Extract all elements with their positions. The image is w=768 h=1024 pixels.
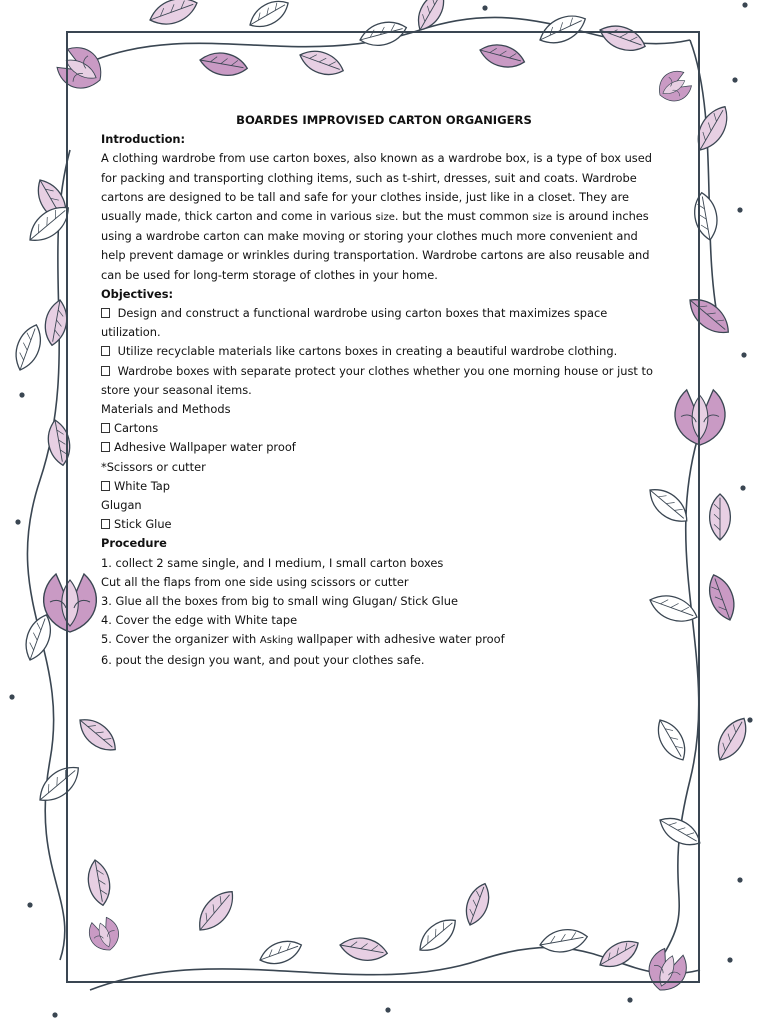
materials-heading: Materials and Methods <box>101 402 231 417</box>
material-item <box>101 419 667 438</box>
intro-line: for packing and transporting clothing items, such as t-shirt, dresses, suit and coats. Wardrobe <box>101 170 637 185</box>
checkbox-bullet-icon <box>101 481 110 491</box>
intro-line <box>101 207 667 227</box>
checkbox-bullet-icon <box>101 346 110 356</box>
intro-text: is around inches <box>551 209 649 224</box>
intro-line: A clothing wardrobe from use carton boxes, also known as a wardrobe box, is a type of box used <box>101 151 652 166</box>
material-item: *Scissors or cutter <box>101 459 206 474</box>
procedure-step: Cut all the flaps from one side using scissors or cutter <box>101 574 409 589</box>
intro-line: using a wardrobe carton can make moving or storing your clothes much more convenient and <box>101 229 638 244</box>
checkbox-bullet-icon <box>101 308 110 318</box>
intro-line: help prevent damage or wrinkles during transportation. Wardrobe cartons are also reusable and <box>101 248 650 263</box>
material-text: Cartons <box>114 421 159 436</box>
procedure-step <box>101 630 667 650</box>
document-body <box>101 111 667 670</box>
checkbox-bullet-icon <box>101 366 110 376</box>
introduction-heading: Introduction: <box>101 132 186 147</box>
material-item: Glugan <box>101 498 142 513</box>
procedure-step: 6. pout the design you want, and pout your clothes safe. <box>101 652 425 667</box>
objective-text: Utilize recyclable materials like cartons boxes in creating a beautiful wardrobe clothing. <box>114 344 618 359</box>
intro-size-word: size <box>532 212 552 224</box>
material-text: White Tap <box>114 478 171 493</box>
procedure-heading: Procedure <box>101 536 167 551</box>
intro-text: . but the must common <box>394 209 533 224</box>
objective-continuation: store your seasonal items. <box>101 382 252 397</box>
material-text: Adhesive Wallpaper water proof <box>114 440 296 455</box>
step-small-word: Asking <box>259 635 294 647</box>
material-item <box>101 515 667 534</box>
objective-item <box>101 342 667 361</box>
procedure-step: 1. collect 2 same single, and I medium, I small carton boxes <box>101 555 444 570</box>
intro-line: cartons are designed to be tall and safe for your clothes inside, just like in a closet. They are <box>101 189 630 204</box>
intro-size-word: size <box>375 212 395 224</box>
checkbox-bullet-icon <box>101 519 110 529</box>
objective-continuation: utilization. <box>101 325 161 340</box>
step-text: wallpaper with adhesive water proof <box>293 632 505 647</box>
procedure-step: 3. Glue all the boxes from big to small wing Glugan/ Stick Glue <box>101 594 458 609</box>
checkbox-bullet-icon <box>101 442 110 452</box>
material-text: Stick Glue <box>114 517 172 532</box>
objective-text: Design and construct a functional wardrobe using carton boxes that maximizes space <box>114 306 608 321</box>
intro-line: can be used for long-term storage of clothes in your home. <box>101 267 438 282</box>
checkbox-bullet-icon <box>101 423 110 433</box>
intro-text: usually made, thick carton and come in various <box>101 209 376 224</box>
objective-item <box>101 362 667 381</box>
objectives-heading: Objectives: <box>101 286 174 301</box>
objective-text: Wardrobe boxes with separate protect your clothes whether you one morning house or just to <box>114 363 653 378</box>
material-item <box>101 438 667 457</box>
material-item <box>101 477 667 496</box>
procedure-step: 4. Cover the edge with White tape <box>101 613 298 628</box>
objective-item <box>101 304 667 323</box>
step-text: 5. Cover the organizer with <box>101 632 260 647</box>
document-title: BOARDES IMPROVISED CARTON ORGANIGERS <box>236 113 532 127</box>
